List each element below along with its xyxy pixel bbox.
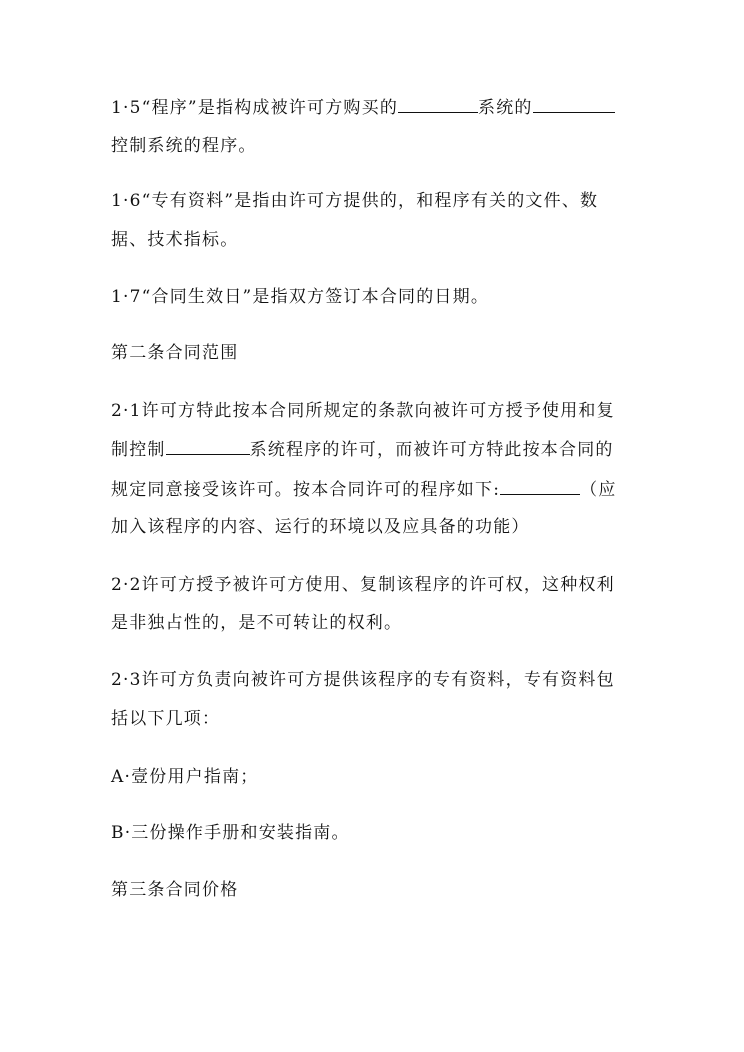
clause-1-5-text-3: 控制系统的程序。 <box>111 136 257 156</box>
clause-1-5-line-2 <box>111 135 651 157</box>
clause-2-1-text-3a: 规定同意接受该许可。按本合同许可的程序如下: <box>111 480 501 500</box>
clause-1-5-text-2: 系统的 <box>478 98 533 118</box>
clause-1-6-text: 1·6“专有资料”是指由许可方提供的，和程序有关的文件、数 <box>111 191 599 211</box>
section-heading-text: 第二条合同范围 <box>111 343 239 363</box>
clause-2-1-text-3b: （应 <box>580 480 617 500</box>
clause-1-5-text: 1·5“程序”是指构成被许可方购买的 <box>111 98 399 118</box>
clause-1-7-text: 1·7“合同生效日”是指双方签订本合同的日期。 <box>111 287 490 307</box>
clause-2-3-line-2 <box>111 708 651 730</box>
clause-2-2-line-1 <box>111 574 651 596</box>
clause-1-6-text-2: 据、技术指标。 <box>111 230 239 250</box>
clause-2-2-text-2: 是非独占性的，是不可转让的权利。 <box>111 613 403 633</box>
clause-2-1-text-4: 加入该程序的内容、运行的环境以及应具备的功能） <box>111 517 530 537</box>
clause-2-2-line-2 <box>111 612 651 634</box>
clause-1-6-line-1 <box>111 190 651 212</box>
fill-in-blank[interactable] <box>398 97 478 113</box>
list-item-text: A·壹份用户指南； <box>111 767 259 787</box>
clause-1-7-line-1 <box>111 286 651 308</box>
clause-2-3-text: 2·3许可方负责向被许可方提供该程序的专有资料，专有资料包 <box>111 670 615 690</box>
list-item-text: B·三份操作手册和安装指南。 <box>111 823 350 843</box>
list-item-a <box>111 766 651 788</box>
clause-2-1-line-2 <box>111 439 651 461</box>
section-heading-text: 第三条合同价格 <box>111 880 239 900</box>
clause-2-1-text-2b: 系统程序的许可，而被许可方特此按本合同的 <box>249 440 614 460</box>
fill-in-blank[interactable] <box>166 439 250 455</box>
clause-1-6-line-2 <box>111 229 651 251</box>
list-item-b <box>111 822 651 844</box>
clause-2-1-line-4 <box>111 516 651 538</box>
fill-in-blank[interactable] <box>500 479 580 495</box>
clause-2-1-line-1 <box>111 400 651 422</box>
clause-2-1-line-3 <box>111 479 651 501</box>
clause-2-3-line-1 <box>111 669 651 691</box>
clause-1-5-line-1 <box>111 97 651 119</box>
clause-2-1-text: 2·1许可方特此按本合同所规定的条款向被许可方授予使用和复 <box>111 401 615 421</box>
fill-in-blank[interactable] <box>533 97 615 113</box>
clause-2-2-text: 2·2许可方授予被许可方使用、复制该程序的许可权，这种权利 <box>111 575 615 595</box>
section-heading-3 <box>111 879 651 901</box>
clause-2-3-text-2: 括以下几项： <box>111 709 221 729</box>
section-heading-2 <box>111 342 651 364</box>
clause-2-1-text-2a: 制控制 <box>111 440 166 460</box>
